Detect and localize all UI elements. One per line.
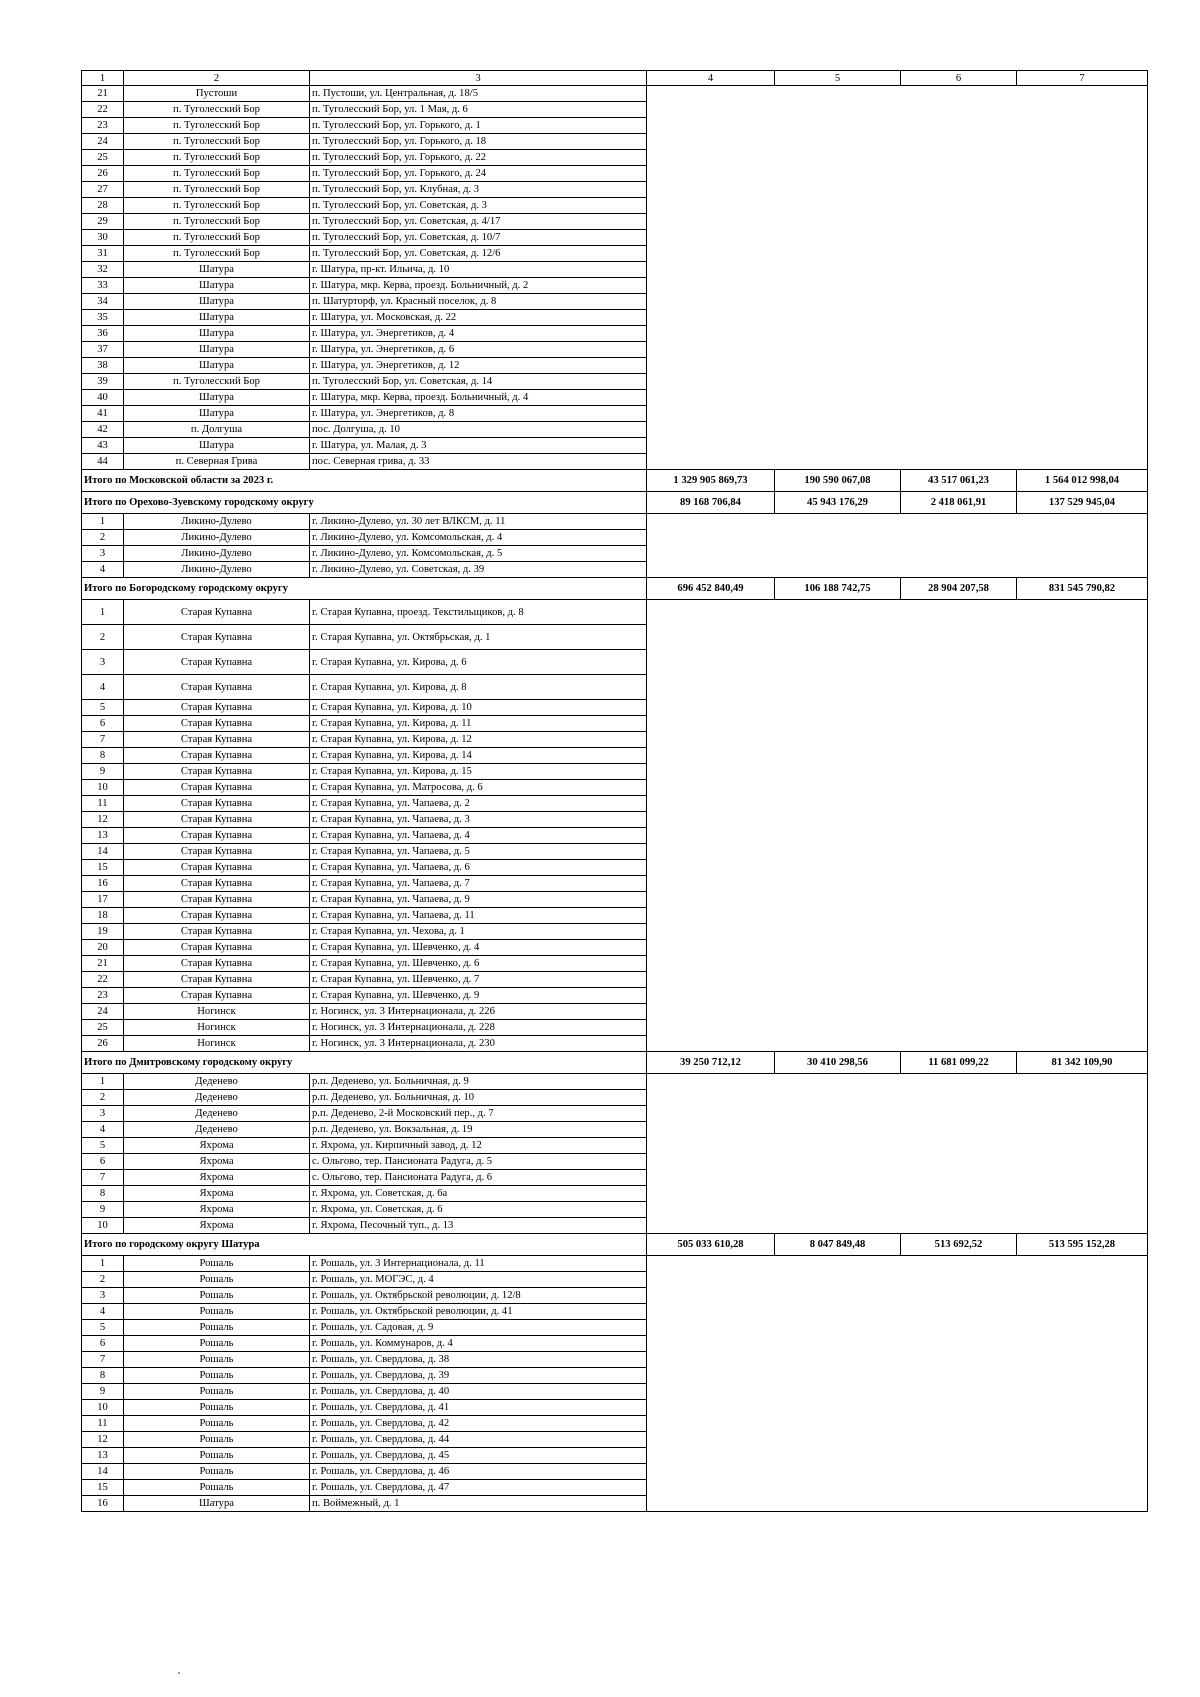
- subtotal-label: Итого по Дмитровскому городскому округу: [82, 1052, 647, 1074]
- address-cell: г. Рошаль, ул. Свердлова, д. 42: [310, 1416, 647, 1432]
- address-cell: г. Старая Купавна, проезд. Текстильщиков, д. 8: [310, 600, 647, 625]
- row-number: 32: [82, 262, 124, 278]
- address-cell: п. Туголесский Бор, ул. Клубная, д. 3: [310, 182, 647, 198]
- address-cell: г. Старая Купавна, ул. Кирова, д. 12: [310, 732, 647, 748]
- address-cell: г. Старая Купавна, ул. Чапаева, д. 2: [310, 796, 647, 812]
- empty-value-area: [647, 86, 1148, 470]
- subtotal-value: 2 418 061,91: [901, 492, 1017, 514]
- locality-cell: Яхрома: [124, 1138, 310, 1154]
- row-number: 12: [82, 1432, 124, 1448]
- address-cell: п. Туголесский Бор, ул. Советская, д. 12/6: [310, 246, 647, 262]
- row-number: 20: [82, 940, 124, 956]
- locality-cell: Старая Купавна: [124, 600, 310, 625]
- locality-cell: Деденево: [124, 1122, 310, 1138]
- row-number: 10: [82, 1218, 124, 1234]
- address-cell: г. Шатура, ул. Энергетиков, д. 6: [310, 342, 647, 358]
- subtotal-value: 137 529 945,04: [1017, 492, 1148, 514]
- row-number: 29: [82, 214, 124, 230]
- locality-cell: Деденево: [124, 1074, 310, 1090]
- locality-cell: п. Туголесский Бор: [124, 134, 310, 150]
- subtotal-value: 190 590 067,08: [775, 470, 901, 492]
- address-cell: г. Рошаль, ул. МОГЭС, д. 4: [310, 1272, 647, 1288]
- locality-cell: Яхрома: [124, 1218, 310, 1234]
- address-cell: п. Туголесский Бор, ул. Советская, д. 4/17: [310, 214, 647, 230]
- header-cell: 4: [647, 71, 775, 86]
- row-number: 4: [82, 1304, 124, 1320]
- address-cell: с. Ольгово, тер. Пансионата Радуга, д. 5: [310, 1154, 647, 1170]
- locality-cell: Пустоши: [124, 86, 310, 102]
- row-number: 15: [82, 860, 124, 876]
- locality-cell: Старая Купавна: [124, 972, 310, 988]
- row-number: 9: [82, 764, 124, 780]
- address-cell: г. Старая Купавна, ул. Кирова, д. 11: [310, 716, 647, 732]
- locality-cell: Старая Купавна: [124, 924, 310, 940]
- locality-cell: Старая Купавна: [124, 764, 310, 780]
- locality-cell: Старая Купавна: [124, 780, 310, 796]
- address-cell: г. Рошаль, ул. 3 Интернационала, д. 11: [310, 1256, 647, 1272]
- row-number: 5: [82, 700, 124, 716]
- locality-cell: Старая Купавна: [124, 908, 310, 924]
- row-number: 5: [82, 1138, 124, 1154]
- address-cell: г. Рошаль, ул. Свердлова, д. 39: [310, 1368, 647, 1384]
- address-cell: г. Шатура, ул. Энергетиков, д. 8: [310, 406, 647, 422]
- row-number: 11: [82, 1416, 124, 1432]
- header-cell: 5: [775, 71, 901, 86]
- locality-cell: Шатура: [124, 1496, 310, 1512]
- address-cell: г. Старая Купавна, ул. Чапаева, д. 3: [310, 812, 647, 828]
- address-cell: г. Старая Купавна, ул. Кирова, д. 10: [310, 700, 647, 716]
- subtotal-row: [82, 1234, 1148, 1256]
- row-number: 17: [82, 892, 124, 908]
- address-cell: г. Ликино-Дулево, ул. Советская, д. 39: [310, 562, 647, 578]
- locality-cell: Ногинск: [124, 1004, 310, 1020]
- row-number: 2: [82, 530, 124, 546]
- locality-cell: Старая Купавна: [124, 876, 310, 892]
- row-number: 3: [82, 650, 124, 675]
- row-number: 21: [82, 956, 124, 972]
- subtotal-value: 45 943 176,29: [775, 492, 901, 514]
- locality-cell: Старая Купавна: [124, 796, 310, 812]
- locality-cell: Рошаль: [124, 1256, 310, 1272]
- row-number: 10: [82, 1400, 124, 1416]
- locality-cell: Рошаль: [124, 1336, 310, 1352]
- row-number: 2: [82, 625, 124, 650]
- locality-cell: Яхрома: [124, 1202, 310, 1218]
- row-number: 24: [82, 134, 124, 150]
- data-table: [81, 70, 1148, 1512]
- locality-cell: Шатура: [124, 358, 310, 374]
- row-number: 1: [82, 600, 124, 625]
- row-number: 25: [82, 150, 124, 166]
- subtotal-label: Итого по Богородскому городскому округу: [82, 578, 647, 600]
- locality-cell: Рошаль: [124, 1400, 310, 1416]
- locality-cell: Рошаль: [124, 1416, 310, 1432]
- row-number: 19: [82, 924, 124, 940]
- table-row: [82, 86, 1148, 102]
- table-row: [82, 600, 1148, 625]
- locality-cell: Шатура: [124, 342, 310, 358]
- locality-cell: Шатура: [124, 310, 310, 326]
- locality-cell: Рошаль: [124, 1480, 310, 1496]
- row-number: 7: [82, 1170, 124, 1186]
- row-number: 18: [82, 908, 124, 924]
- row-number: 14: [82, 1464, 124, 1480]
- address-cell: п. Туголесский Бор, ул. Советская, д. 3: [310, 198, 647, 214]
- address-cell: г. Ликино-Дулево, ул. 30 лет ВЛКСМ, д. 11: [310, 514, 647, 530]
- address-cell: п. Туголесский Бор, ул. Горького, д. 22: [310, 150, 647, 166]
- subtotal-row: [82, 1052, 1148, 1074]
- locality-cell: Старая Купавна: [124, 860, 310, 876]
- address-cell: п. Шатурторф, ул. Красный поселок, д. 8: [310, 294, 647, 310]
- row-number: 8: [82, 748, 124, 764]
- address-cell: г. Старая Купавна, ул. Чапаева, д. 6: [310, 860, 647, 876]
- address-cell: г. Старая Купавна, ул. Кирова, д. 15: [310, 764, 647, 780]
- column-number-header: [82, 71, 1148, 86]
- row-number: 12: [82, 812, 124, 828]
- row-number: 30: [82, 230, 124, 246]
- address-cell: п. Пустоши, ул. Центральная, д. 18/5: [310, 86, 647, 102]
- locality-cell: п. Туголесский Бор: [124, 214, 310, 230]
- locality-cell: Старая Купавна: [124, 956, 310, 972]
- locality-cell: Яхрома: [124, 1186, 310, 1202]
- header-cell: 1: [82, 71, 124, 86]
- address-cell: г. Рошаль, ул. Октябрьской революции, д. 12/8: [310, 1288, 647, 1304]
- row-number: 8: [82, 1368, 124, 1384]
- row-number: 13: [82, 828, 124, 844]
- address-cell: г. Яхрома, ул. Советская, д. 6: [310, 1202, 647, 1218]
- locality-cell: Старая Купавна: [124, 748, 310, 764]
- row-number: 16: [82, 1496, 124, 1512]
- locality-cell: Яхрома: [124, 1170, 310, 1186]
- row-number: 3: [82, 546, 124, 562]
- row-number: 24: [82, 1004, 124, 1020]
- locality-cell: Рошаль: [124, 1352, 310, 1368]
- address-cell: п. Туголесский Бор, ул. Горького, д. 1: [310, 118, 647, 134]
- empty-value-area: [647, 1074, 1148, 1234]
- address-cell: пос. Долгуша, д. 10: [310, 422, 647, 438]
- locality-cell: Ногинск: [124, 1020, 310, 1036]
- row-number: 10: [82, 780, 124, 796]
- address-cell: г. Рошаль, ул. Свердлова, д. 38: [310, 1352, 647, 1368]
- subtotal-value: 1 329 905 869,73: [647, 470, 775, 492]
- row-number: 25: [82, 1020, 124, 1036]
- row-number: 2: [82, 1090, 124, 1106]
- header-cell: 6: [901, 71, 1017, 86]
- row-number: 6: [82, 716, 124, 732]
- address-cell: п. Туголесский Бор, ул. Горького, д. 18: [310, 134, 647, 150]
- locality-cell: Рошаль: [124, 1384, 310, 1400]
- address-cell: г. Рошаль, ул. Свердлова, д. 44: [310, 1432, 647, 1448]
- locality-cell: Шатура: [124, 326, 310, 342]
- row-number: 36: [82, 326, 124, 342]
- locality-cell: п. Туголесский Бор: [124, 182, 310, 198]
- locality-cell: Рошаль: [124, 1272, 310, 1288]
- subtotal-value: 106 188 742,75: [775, 578, 901, 600]
- row-number: 23: [82, 988, 124, 1004]
- address-cell: г. Шатура, ул. Энергетиков, д. 4: [310, 326, 647, 342]
- address-cell: г. Старая Купавна, ул. Октябрьская, д. 1: [310, 625, 647, 650]
- locality-cell: п. Туголесский Бор: [124, 150, 310, 166]
- address-cell: г. Старая Купавна, ул. Чехова, д. 1: [310, 924, 647, 940]
- address-cell: г. Шатура, ул. Малая, д. 3: [310, 438, 647, 454]
- row-number: 22: [82, 102, 124, 118]
- locality-cell: Старая Купавна: [124, 940, 310, 956]
- row-number: 1: [82, 1256, 124, 1272]
- address-cell: г. Старая Купавна, ул. Чапаева, д. 7: [310, 876, 647, 892]
- address-cell: п. Туголесский Бор, ул. Горького, д. 24: [310, 166, 647, 182]
- locality-cell: Шатура: [124, 406, 310, 422]
- locality-cell: Шатура: [124, 278, 310, 294]
- locality-cell: Рошаль: [124, 1448, 310, 1464]
- subtotal-value: 11 681 099,22: [901, 1052, 1017, 1074]
- locality-cell: п. Туголесский Бор: [124, 230, 310, 246]
- row-number: 35: [82, 310, 124, 326]
- address-cell: п. Туголесский Бор, ул. Советская, д. 10/7: [310, 230, 647, 246]
- address-cell: г. Рошаль, ул. Свердлова, д. 46: [310, 1464, 647, 1480]
- subtotal-value: 89 168 706,84: [647, 492, 775, 514]
- locality-cell: Деденево: [124, 1106, 310, 1122]
- row-number: 23: [82, 118, 124, 134]
- row-number: 9: [82, 1384, 124, 1400]
- locality-cell: Ликино-Дулево: [124, 514, 310, 530]
- locality-cell: Рошаль: [124, 1304, 310, 1320]
- subtotal-value: 28 904 207,58: [901, 578, 1017, 600]
- address-cell: г. Ногинск, ул. 3 Интернационала, д. 226: [310, 1004, 647, 1020]
- address-cell: г. Старая Купавна, ул. Кирова, д. 14: [310, 748, 647, 764]
- row-number: 2: [82, 1272, 124, 1288]
- subtotal-row: [82, 578, 1148, 600]
- row-number: 9: [82, 1202, 124, 1218]
- row-number: 3: [82, 1106, 124, 1122]
- table-row: [82, 514, 1148, 530]
- address-cell: г. Шатура, ул. Энергетиков, д. 12: [310, 358, 647, 374]
- address-cell: р.п. Деденево, ул. Больничная, д. 10: [310, 1090, 647, 1106]
- address-cell: г. Старая Купавна, ул. Кирова, д. 8: [310, 675, 647, 700]
- empty-value-area: [647, 600, 1148, 1052]
- address-cell: г. Рошаль, ул. Октябрьской революции, д. 41: [310, 1304, 647, 1320]
- locality-cell: Деденево: [124, 1090, 310, 1106]
- row-number: 4: [82, 562, 124, 578]
- locality-cell: Ликино-Дулево: [124, 530, 310, 546]
- subtotal-value: 8 047 849,48: [775, 1234, 901, 1256]
- empty-value-area: [647, 1256, 1148, 1512]
- subtotal-row: [82, 470, 1148, 492]
- address-cell: г. Старая Купавна, ул. Шевченко, д. 4: [310, 940, 647, 956]
- address-cell: г. Рошаль, ул. Свердлова, д. 41: [310, 1400, 647, 1416]
- row-number: 28: [82, 198, 124, 214]
- address-cell: г. Шатура, мкр. Керва, проезд. Больничный, д. 4: [310, 390, 647, 406]
- address-cell: г. Рошаль, ул. Свердлова, д. 45: [310, 1448, 647, 1464]
- address-cell: г. Ликино-Дулево, ул. Комсомольская, д. 4: [310, 530, 647, 546]
- subtotal-value: 696 452 840,49: [647, 578, 775, 600]
- locality-cell: Рошаль: [124, 1320, 310, 1336]
- row-number: 33: [82, 278, 124, 294]
- address-cell: п. Туголесский Бор, ул. Советская, д. 14: [310, 374, 647, 390]
- subtotal-label: Итого по городскому округу Шатура: [82, 1234, 647, 1256]
- locality-cell: Старая Купавна: [124, 988, 310, 1004]
- locality-cell: Старая Купавна: [124, 828, 310, 844]
- row-number: 6: [82, 1154, 124, 1170]
- address-cell: г. Яхрома, Песочный туп., д. 13: [310, 1218, 647, 1234]
- header-cell: 3: [310, 71, 647, 86]
- address-cell: г. Шатура, пр-кт. Ильича, д. 10: [310, 262, 647, 278]
- subtotal-value: 831 545 790,82: [1017, 578, 1148, 600]
- address-cell: г. Яхрома, ул. Советская, д. 6а: [310, 1186, 647, 1202]
- subtotal-value: 30 410 298,56: [775, 1052, 901, 1074]
- locality-cell: Ликино-Дулево: [124, 562, 310, 578]
- locality-cell: Старая Купавна: [124, 650, 310, 675]
- address-cell: г. Старая Купавна, ул. Чапаева, д. 9: [310, 892, 647, 908]
- address-cell: р.п. Деденево, ул. Вокзальная, д. 19: [310, 1122, 647, 1138]
- empty-value-area: [647, 514, 1148, 578]
- table-body: [82, 71, 1148, 1512]
- address-cell: г. Рошаль, ул. Свердлова, д. 40: [310, 1384, 647, 1400]
- row-number: 8: [82, 1186, 124, 1202]
- locality-cell: Ногинск: [124, 1036, 310, 1052]
- row-number: 6: [82, 1336, 124, 1352]
- subtotal-value: 81 342 109,90: [1017, 1052, 1148, 1074]
- address-cell: с. Ольгово, тер. Пансионата Радуга, д. 6: [310, 1170, 647, 1186]
- document-page: [81, 70, 1147, 1512]
- header-cell: 2: [124, 71, 310, 86]
- row-number: 26: [82, 1036, 124, 1052]
- locality-cell: Ликино-Дулево: [124, 546, 310, 562]
- row-number: 3: [82, 1288, 124, 1304]
- locality-cell: Старая Купавна: [124, 892, 310, 908]
- locality-cell: Шатура: [124, 294, 310, 310]
- address-cell: г. Старая Купавна, ул. Кирова, д. 6: [310, 650, 647, 675]
- row-number: 27: [82, 182, 124, 198]
- address-cell: г. Рошаль, ул. Свердлова, д. 47: [310, 1480, 647, 1496]
- row-number: 1: [82, 1074, 124, 1090]
- header-cell: 7: [1017, 71, 1148, 86]
- locality-cell: Рошаль: [124, 1432, 310, 1448]
- address-cell: п. Туголесский Бор, ул. 1 Мая, д. 6: [310, 102, 647, 118]
- address-cell: п. Воймежный, д. 1: [310, 1496, 647, 1512]
- subtotal-label: Итого по Орехово-Зуевскому городскому округу: [82, 492, 647, 514]
- address-cell: г. Шатура, мкр. Керва, проезд. Больничный, д. 2: [310, 278, 647, 294]
- row-number: 37: [82, 342, 124, 358]
- address-cell: г. Старая Купавна, ул. Чапаева, д. 4: [310, 828, 647, 844]
- row-number: 15: [82, 1480, 124, 1496]
- row-number: 4: [82, 1122, 124, 1138]
- locality-cell: Старая Купавна: [124, 844, 310, 860]
- locality-cell: Старая Купавна: [124, 675, 310, 700]
- row-number: 16: [82, 876, 124, 892]
- row-number: 1: [82, 514, 124, 530]
- row-number: 7: [82, 732, 124, 748]
- locality-cell: Шатура: [124, 438, 310, 454]
- locality-cell: п. Туголесский Бор: [124, 246, 310, 262]
- address-cell: г. Старая Купавна, ул. Шевченко, д. 7: [310, 972, 647, 988]
- row-number: 26: [82, 166, 124, 182]
- locality-cell: п. Северная Грива: [124, 454, 310, 470]
- subtotal-value: 513 692,52: [901, 1234, 1017, 1256]
- row-number: 38: [82, 358, 124, 374]
- row-number: 21: [82, 86, 124, 102]
- row-number: 43: [82, 438, 124, 454]
- row-number: 5: [82, 1320, 124, 1336]
- address-cell: р.п. Деденево, 2-й Московский пер., д. 7: [310, 1106, 647, 1122]
- table-row: [82, 1074, 1148, 1090]
- row-number: 14: [82, 844, 124, 860]
- locality-cell: Старая Купавна: [124, 716, 310, 732]
- address-cell: г. Шатура, ул. Московская, д. 22: [310, 310, 647, 326]
- address-cell: г. Рошаль, ул. Коммунаров, д. 4: [310, 1336, 647, 1352]
- address-cell: г. Старая Купавна, ул. Чапаева, д. 5: [310, 844, 647, 860]
- locality-cell: Рошаль: [124, 1464, 310, 1480]
- address-cell: г. Ногинск, ул. 3 Интернационала, д. 228: [310, 1020, 647, 1036]
- address-cell: г. Старая Купавна, ул. Шевченко, д. 9: [310, 988, 647, 1004]
- address-cell: г. Ликино-Дулево, ул. Комсомольская, д. 5: [310, 546, 647, 562]
- address-cell: пос. Северная грива, д. 33: [310, 454, 647, 470]
- locality-cell: п. Туголесский Бор: [124, 198, 310, 214]
- row-number: 4: [82, 675, 124, 700]
- row-number: 13: [82, 1448, 124, 1464]
- locality-cell: Рошаль: [124, 1368, 310, 1384]
- locality-cell: п. Туголесский Бор: [124, 118, 310, 134]
- subtotal-value: 39 250 712,12: [647, 1052, 775, 1074]
- locality-cell: п. Туголесский Бор: [124, 102, 310, 118]
- table-row: [82, 1256, 1148, 1272]
- subtotal-value: 43 517 061,23: [901, 470, 1017, 492]
- row-number: 11: [82, 796, 124, 812]
- subtotal-value: 505 033 610,28: [647, 1234, 775, 1256]
- row-number: 42: [82, 422, 124, 438]
- address-cell: г. Старая Купавна, ул. Чапаева, д. 11: [310, 908, 647, 924]
- address-cell: г. Рошаль, ул. Садовая, д. 9: [310, 1320, 647, 1336]
- scan-speck: [178, 1672, 180, 1674]
- locality-cell: п. Долгуша: [124, 422, 310, 438]
- row-number: 39: [82, 374, 124, 390]
- locality-cell: Старая Купавна: [124, 812, 310, 828]
- locality-cell: Шатура: [124, 262, 310, 278]
- address-cell: г. Ногинск, ул. 3 Интернационала, д. 230: [310, 1036, 647, 1052]
- subtotal-label: Итого по Московской области за 2023 г.: [82, 470, 647, 492]
- locality-cell: Шатура: [124, 390, 310, 406]
- address-cell: г. Старая Купавна, ул. Шевченко, д. 6: [310, 956, 647, 972]
- subtotal-value: 1 564 012 998,04: [1017, 470, 1148, 492]
- row-number: 40: [82, 390, 124, 406]
- row-number: 22: [82, 972, 124, 988]
- locality-cell: п. Туголесский Бор: [124, 374, 310, 390]
- row-number: 41: [82, 406, 124, 422]
- address-cell: г. Яхрома, ул. Кирпичный завод, д. 12: [310, 1138, 647, 1154]
- locality-cell: Рошаль: [124, 1288, 310, 1304]
- subtotal-value: 513 595 152,28: [1017, 1234, 1148, 1256]
- row-number: 31: [82, 246, 124, 262]
- locality-cell: Старая Купавна: [124, 625, 310, 650]
- subtotal-row: [82, 492, 1148, 514]
- locality-cell: п. Туголесский Бор: [124, 166, 310, 182]
- address-cell: р.п. Деденево, ул. Больничная, д. 9: [310, 1074, 647, 1090]
- row-number: 34: [82, 294, 124, 310]
- address-cell: г. Старая Купавна, ул. Матросова, д. 6: [310, 780, 647, 796]
- row-number: 44: [82, 454, 124, 470]
- row-number: 7: [82, 1352, 124, 1368]
- locality-cell: Яхрома: [124, 1154, 310, 1170]
- locality-cell: Старая Купавна: [124, 732, 310, 748]
- locality-cell: Старая Купавна: [124, 700, 310, 716]
